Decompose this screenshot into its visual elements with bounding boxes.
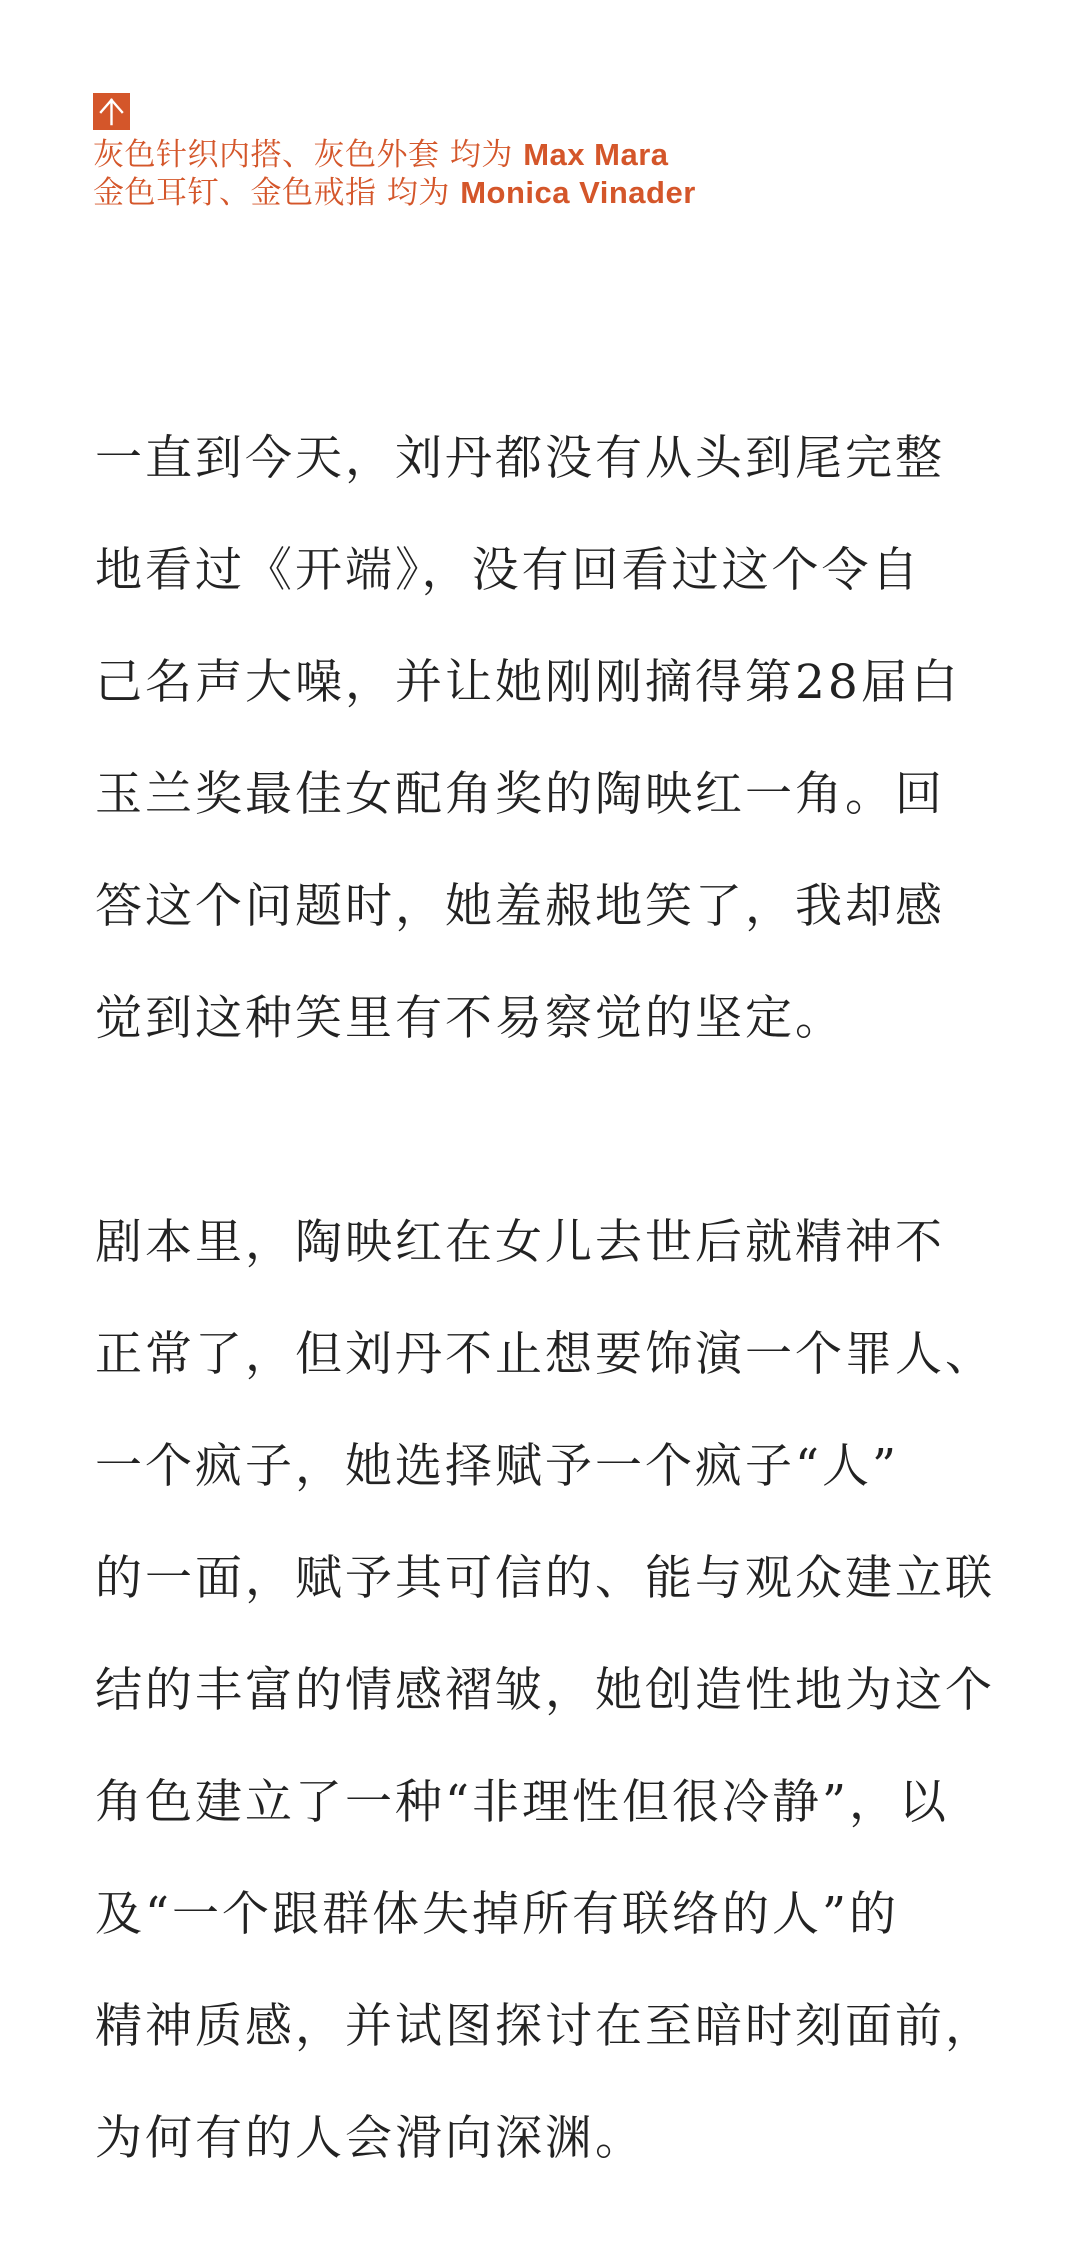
credit-items: 金色耳钉、金色戒指 均为 bbox=[93, 175, 450, 211]
paragraph-1 bbox=[95, 420, 995, 1092]
text-line: 答这个问题时，她羞赧地笑了，我却感 bbox=[95, 879, 945, 934]
text-line: 一个疯子，她选择赋予一个疯子“人” bbox=[95, 1439, 900, 1494]
text-line: 精神质感，并试图探讨在至暗时刻面前， bbox=[95, 1999, 995, 2054]
text-line: 的一面，赋予其可信的、能与观众建立联 bbox=[95, 1551, 995, 1606]
text-line: 为何有的人会滑向深渊。 bbox=[95, 2111, 645, 2166]
paragraph-spacer bbox=[95, 1092, 995, 1204]
text-line: 结的丰富的情感褶皱，她创造性地为这个 bbox=[95, 1663, 995, 1718]
article-body bbox=[95, 420, 995, 2212]
text-line: 地看过《开端》，没有回看过这个令自 bbox=[95, 543, 922, 598]
text-line: 玉兰奖最佳女配角奖的陶映红一角。回 bbox=[95, 767, 945, 822]
text-line: 及“一个跟群体失掉所有联络的人”的 bbox=[95, 1887, 900, 1942]
text-line: 剧本里，陶映红在女儿去世后就精神不 bbox=[95, 1215, 945, 1270]
credit-line-clothing bbox=[93, 136, 993, 174]
paragraph-2 bbox=[95, 1204, 995, 2212]
text-line: 角色建立了一种“非理性但很冷静”，以 bbox=[95, 1775, 950, 1830]
text-line: 正常了，但刘丹不止想要饰演一个罪人、 bbox=[95, 1327, 995, 1382]
text-line: 觉到这种笑里有不易察觉的坚定。 bbox=[95, 991, 845, 1046]
photo-credits bbox=[93, 93, 993, 212]
text-line: 一直到今天，刘丹都没有从头到尾完整 bbox=[95, 431, 945, 486]
credit-items: 灰色针织内搭、灰色外套 均为 bbox=[93, 137, 513, 173]
credit-brand: Monica Vinader bbox=[460, 175, 696, 210]
arrow-up-icon bbox=[93, 93, 130, 130]
text-line: 己名声大噪，并让她刚刚摘得第28届白 bbox=[95, 655, 961, 710]
credit-line-jewelry bbox=[93, 174, 993, 212]
credit-brand: Max Mara bbox=[523, 137, 669, 172]
credit-lines bbox=[93, 136, 993, 212]
